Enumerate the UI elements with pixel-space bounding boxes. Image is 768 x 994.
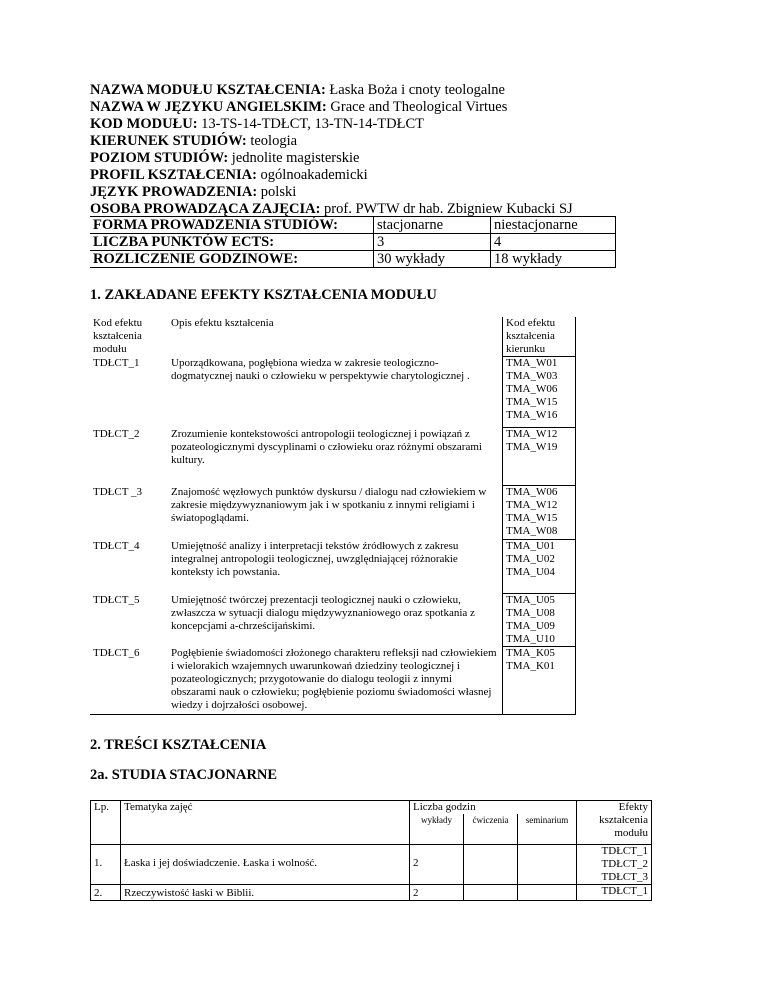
module-metadata xyxy=(90,82,730,218)
table-row xyxy=(90,486,576,540)
row-lp: 1. xyxy=(91,845,121,885)
code-item: TMA_U04 xyxy=(506,566,555,578)
row-code: TDŁCT _3 xyxy=(93,485,142,498)
table-row xyxy=(90,357,576,428)
cell-label: FORMA PROWADZENIA STUDIÓW: xyxy=(90,217,374,234)
cell-fulltime: stacjonarne xyxy=(374,217,491,234)
header-lp: Lp. xyxy=(91,801,121,845)
row-description: Zrozumienie kontekstowości antropologii teologicznej i powiązań z pozateologicznymi dyscyplinami o człowieku oraz różnymi obszarami kultury. xyxy=(171,427,482,466)
row-effects xyxy=(577,885,652,901)
table-row xyxy=(90,594,576,647)
study-form-table xyxy=(90,216,616,268)
code-item: TMA_W06 xyxy=(506,383,558,395)
row-code: TDŁCT_4 xyxy=(93,539,140,552)
header-direction-code: Kod efektu kształcenia kierunku xyxy=(503,317,576,357)
meta-profile: PROFIL KSZTAŁCENIA: ogólnoakademicki xyxy=(90,167,368,183)
table-row xyxy=(91,845,652,885)
cell-parttime: 4 xyxy=(491,234,616,251)
code-item: TMA_K05 xyxy=(506,647,555,659)
meta-lecturer: OSOBA PROWADZĄCA ZAJĘCIA: prof. PWTW dr hab. Zbigniew Kubacki SJ xyxy=(90,201,573,217)
code-item: TMA_U09 xyxy=(506,620,555,632)
code-item: TMA_W01 xyxy=(506,357,558,369)
meta-module-name: NAZWA MODUŁU KSZTAŁCENIA: Łaska Boża i cnoty teologalne xyxy=(90,82,505,98)
code-item: TMA_W03 xyxy=(506,370,558,382)
row-direction-codes xyxy=(503,486,576,540)
meta-language: JĘZYK PROWADZENIA: polski xyxy=(90,184,297,200)
code-item: TMA_U01 xyxy=(506,540,555,552)
row-code: TDŁCT_5 xyxy=(93,593,140,606)
row-direction-codes xyxy=(503,540,576,594)
table-row xyxy=(90,217,616,234)
effect-item: TDŁCT_2 xyxy=(601,858,648,870)
cell-label: LICZBA PUNKTÓW ECTS: xyxy=(90,234,374,251)
cell-fulltime: 30 wykłady xyxy=(374,251,491,268)
code-item: TMA_U10 xyxy=(506,633,555,645)
header-lectures: wykłady xyxy=(410,814,464,845)
code-item: TMA_W15 xyxy=(506,512,558,524)
header-exercises: ćwiczenia xyxy=(464,814,518,845)
study-contents-table xyxy=(90,800,652,901)
table-row xyxy=(90,540,576,594)
row-description: Umiejętność twórczej prezentacji teologicznej nauki o człowieku, zwłaszcza w sytuacji dialogu międzywyznaniowego oraz spotkania z koncepcjami a-chrześcijańskimi. xyxy=(171,593,475,632)
row-direction-codes xyxy=(503,357,576,428)
meta-field: KIERUNEK STUDIÓW: teologia xyxy=(90,133,298,149)
learning-outcomes-table xyxy=(90,317,576,715)
row-topic: Łaska i jej doświadczenie. Łaska i wolność. xyxy=(121,845,410,885)
code-item: TMA_U02 xyxy=(506,553,555,565)
table-row xyxy=(90,251,616,268)
table-header-row xyxy=(91,801,652,815)
cell-fulltime: 3 xyxy=(374,234,491,251)
header-effects: Efekty kształcenia modułu xyxy=(577,801,652,845)
cell-parttime: niestacjonarne xyxy=(491,217,616,234)
row-description: Umiejętność analizy i interpretacji tekstów źródłowych z zakresu integralnej antropologii teologicznej, uwzględniającej różnorakie konteksty ich powstania. xyxy=(171,539,459,578)
effect-item: TDŁCT_3 xyxy=(601,871,648,883)
table-row xyxy=(90,428,576,486)
row-seminar xyxy=(518,885,577,901)
section-2a-heading: 2a. STUDIA STACJONARNE xyxy=(90,767,278,783)
row-lectures: 2 xyxy=(410,885,464,901)
row-code: TDŁCT_6 xyxy=(90,647,168,715)
code-item: TMA_W08 xyxy=(506,525,558,537)
row-direction-codes xyxy=(503,594,576,647)
row-description: Pogłębienie świadomości złożonego charakteru refleksji nad człowiekiem i wielorakich wzajemnych uwarunkowań dziedziny teologicznej i pozateologicznych; przygotowanie do dialogu teologii z innymi obszarami nauk o człowieku; pogłębienie poziomu świadomości własnej wiedzy i dojrzałości osobowej. xyxy=(168,647,503,715)
row-topic: Rzeczywistość łaski w Biblii. xyxy=(121,885,410,901)
section-2-heading: 2. TREŚCI KSZTAŁCENIA xyxy=(90,737,267,753)
code-item: TMA_W19 xyxy=(506,441,558,453)
row-exercises xyxy=(464,845,518,885)
code-item: TMA_W15 xyxy=(506,396,558,408)
row-seminar xyxy=(518,845,577,885)
row-lectures: 2 xyxy=(410,845,464,885)
code-item: TMA_W12 xyxy=(506,499,558,511)
row-effects xyxy=(577,845,652,885)
code-item: TMA_W16 xyxy=(506,409,558,421)
code-item: TMA_K01 xyxy=(506,660,555,672)
code-item: TMA_W12 xyxy=(506,428,558,440)
row-exercises xyxy=(464,885,518,901)
code-item: TMA_W06 xyxy=(506,486,558,498)
row-code: TDŁCT_2 xyxy=(93,427,140,440)
effect-item: TDŁCT_1 xyxy=(601,885,648,897)
meta-english-name: NAZWA W JĘZYKU ANGIELSKIM: Grace and Theological Virtues xyxy=(90,99,508,115)
section-1-heading: 1. ZAKŁADANE EFEKTY KSZTAŁCENIA MODUŁU xyxy=(90,287,437,303)
row-direction-codes xyxy=(503,647,576,715)
row-description: Uporządkowana, pogłębiona wiedza w zakresie teologiczno-dogmatycznej nauki o człowieku w perspektywie charytologicznej . xyxy=(171,356,470,382)
meta-level: POZIOM STUDIÓW: jednolite magisterskie xyxy=(90,150,360,166)
row-description: Znajomość węzłowych punktów dyskursu / dialogu nad człowiekiem w zakresie międzywyznaniowym jak i w spotkaniu z innymi religiami i światopoglądami. xyxy=(171,485,487,524)
row-direction-codes xyxy=(503,428,576,486)
header-hours: Liczba godzin xyxy=(410,801,577,815)
code-item: TMA_U05 xyxy=(506,594,555,606)
table-row xyxy=(90,234,616,251)
header-module-code: Kod efektu kształcenia modułu xyxy=(93,317,143,355)
effect-item: TDŁCT_1 xyxy=(601,845,648,857)
cell-parttime: 18 wykłady xyxy=(491,251,616,268)
header-topic: Tematyka zajęć xyxy=(121,801,410,845)
header-description: Opis efektu kształcenia xyxy=(171,317,274,329)
table-row xyxy=(90,647,576,715)
header-seminar: seminarium xyxy=(518,814,577,845)
code-item: TMA_U08 xyxy=(506,607,555,619)
table-header-row xyxy=(90,317,576,357)
row-code: TDŁCT_1 xyxy=(93,356,140,369)
meta-module-code: KOD MODUŁU: 13-TS-14-TDŁCT, 13-TN-14-TDŁCT xyxy=(90,116,424,132)
row-lp: 2. xyxy=(91,885,121,901)
cell-label: ROZLICZENIE GODZINOWE: xyxy=(90,251,374,268)
table-row xyxy=(91,885,652,901)
